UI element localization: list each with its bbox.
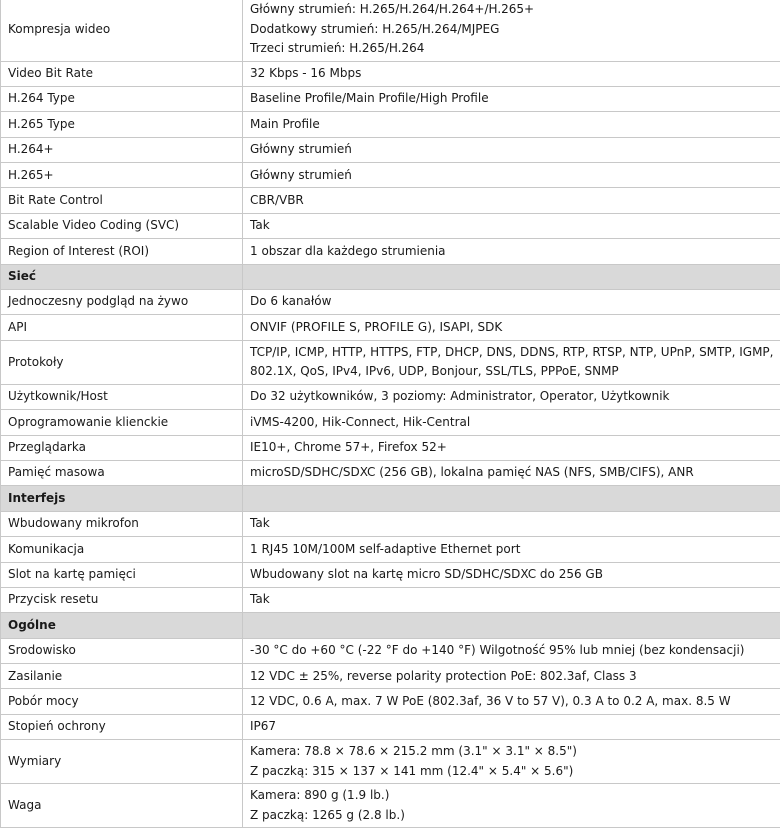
table-row (1, 239, 780, 264)
spec-value (243, 587, 780, 612)
spec-label: Kompresja wideo (1, 0, 243, 61)
spec-value-line: 12 VDC, 0.6 A, max. 7 W PoE (802.3af, 36 V to 57 V), 0.3 A to 0.2 A, max. 8.5 W (250, 693, 731, 708)
spec-label: H.264+ (1, 137, 243, 162)
spec-label: Stopień ochrony (1, 714, 243, 739)
spec-label: Bit Rate Control (1, 188, 243, 213)
table-row (1, 740, 780, 784)
table-row (1, 689, 780, 714)
table-row (1, 163, 780, 188)
table-row (1, 638, 780, 663)
spec-value-line: Główny strumień: H.265/H.264/H.264+/H.265+ (250, 2, 535, 16)
table-row (1, 587, 780, 612)
spec-label: Slot na kartę pamięci (1, 562, 243, 587)
spec-value-line: ONVIF (PROFILE S, PROFILE G), ISAPI, SDK (250, 319, 503, 334)
spec-value (243, 188, 780, 213)
table-row (1, 137, 780, 162)
spec-label: Pamięć masowa (1, 460, 243, 485)
spec-value (243, 714, 780, 739)
spec-value-line: -30 °C do +60 °C (-22 °F do +140 °F) Wilgotność 95% lub mniej (bez kondensacji) (250, 643, 745, 658)
spec-label: Oprogramowanie klienckie (1, 410, 243, 435)
spec-value (243, 112, 780, 137)
spec-value-line: Baseline Profile/Main Profile/High Profile (250, 91, 489, 106)
section-header-filler (243, 613, 780, 638)
spec-label: API (1, 315, 243, 340)
spec-value-line: 802.1X, QoS, IPv4, IPv6, UDP, Bonjour, SSL/TLS, PPPoE, SNMP (250, 364, 619, 379)
spec-value (243, 435, 780, 460)
spec-label: Region of Interest (ROI) (1, 239, 243, 264)
spec-value-line: 32 Kbps - 16 Mbps (250, 65, 362, 80)
table-row (1, 61, 780, 86)
spec-value (243, 410, 780, 435)
table-row (1, 188, 780, 213)
table-row (1, 537, 780, 562)
section-header-row (1, 264, 780, 289)
spec-value (243, 460, 780, 485)
section-title: Ogólne (1, 613, 243, 638)
spec-value (243, 689, 780, 714)
spec-label: Wbudowany mikrofon (1, 511, 243, 536)
spec-value-line: 1 obszar dla każdego strumienia (250, 243, 446, 258)
section-header-filler (243, 264, 780, 289)
spec-label: Zasilanie (1, 664, 243, 689)
spec-value (243, 340, 780, 384)
spec-value (243, 384, 780, 409)
spec-value-line: iVMS-4200, Hik-Connect, Hik-Central (250, 414, 471, 429)
section-header-row (1, 613, 780, 638)
spec-value (243, 537, 780, 562)
spec-label: H.264 Type (1, 86, 243, 111)
table-row (1, 784, 780, 828)
spec-label: Przycisk resetu (1, 587, 243, 612)
spec-label: Pobór mocy (1, 689, 243, 714)
spec-value-line: Główny strumień (250, 167, 352, 182)
spec-value (243, 511, 780, 536)
spec-value-line: TCP/IP, ICMP, HTTP, HTTPS, FTP, DHCP, DNS, DDNS, RTP, RTSP, NTP, UPnP, SMTP, IGMP, (250, 344, 774, 359)
spec-value (243, 315, 780, 340)
spec-label: Srodowisko (1, 638, 243, 663)
spec-value-line: Wbudowany slot na kartę micro SD/SDHC/SDXC do 256 GB (250, 566, 603, 581)
spec-value (243, 239, 780, 264)
spec-value (243, 137, 780, 162)
spec-value (243, 638, 780, 663)
spec-label: Przeglądarka (1, 435, 243, 460)
spec-value-line: Z paczką: 1265 g (2.8 lb.) (250, 807, 405, 822)
spec-value-line: Kamera: 890 g (1.9 lb.) (250, 788, 390, 803)
spec-label: Protokoły (1, 340, 243, 384)
spec-label: Video Bit Rate (1, 61, 243, 86)
spec-label: Wymiary (1, 740, 243, 784)
spec-value-line: CBR/VBR (250, 192, 304, 207)
spec-value-line: Main Profile (250, 116, 320, 131)
spec-value (243, 562, 780, 587)
spec-value (243, 664, 780, 689)
table-row (1, 0, 780, 61)
spec-value-line: Do 6 kanałów (250, 294, 332, 309)
table-row (1, 315, 780, 340)
spec-value-line: IE10+, Chrome 57+, Firefox 52+ (250, 440, 447, 455)
spec-value (243, 61, 780, 86)
spec-value-line: Główny strumień (250, 142, 352, 157)
table-row (1, 714, 780, 739)
section-header-filler (243, 486, 780, 511)
spec-value (243, 290, 780, 315)
spec-label: Jednoczesny podgląd na żywo (1, 290, 243, 315)
spec-value (243, 784, 780, 828)
section-title: Interfejs (1, 486, 243, 511)
table-row (1, 290, 780, 315)
table-row (1, 384, 780, 409)
spec-value (243, 86, 780, 111)
spec-label: Waga (1, 784, 243, 828)
spec-value-line: 1 RJ45 10M/100M self-adaptive Ethernet port (250, 541, 521, 556)
table-row (1, 410, 780, 435)
spec-label: Komunikacja (1, 537, 243, 562)
spec-value-line: Dodatkowy strumień: H.265/H.264/MJPEG (250, 21, 500, 36)
spec-value-line: Trzeci strumień: H.265/H.264 (250, 41, 425, 55)
spec-label: Użytkownik/Host (1, 384, 243, 409)
spec-value-line: IP67 (250, 719, 277, 734)
table-row (1, 213, 780, 238)
table-row (1, 340, 780, 384)
table-row (1, 562, 780, 587)
spec-value (243, 0, 780, 61)
table-row (1, 460, 780, 485)
spec-value-line: Tak (250, 218, 270, 233)
table-row (1, 112, 780, 137)
spec-value-line: Kamera: 78.8 × 78.6 × 215.2 mm (3.1" × 3.1" × 8.5") (250, 744, 577, 759)
table-row (1, 86, 780, 111)
spec-label: H.265 Type (1, 112, 243, 137)
spec-value (243, 213, 780, 238)
section-header-row (1, 486, 780, 511)
spec-value-line: 12 VDC ± 25%, reverse polarity protection PoE: 802.3af, Class 3 (250, 668, 637, 683)
spec-value (243, 163, 780, 188)
section-title: Sieć (1, 264, 243, 289)
table-row (1, 435, 780, 460)
specification-table-body (1, 0, 780, 828)
spec-value-line: microSD/SDHC/SDXC (256 GB), lokalna pamięć NAS (NFS, SMB/CIFS), ANR (250, 465, 694, 480)
spec-label: H.265+ (1, 163, 243, 188)
table-row (1, 511, 780, 536)
spec-value-line: Tak (250, 592, 270, 607)
spec-value-line: Z paczką: 315 × 137 × 141 mm (12.4" × 5.4" × 5.6") (250, 763, 574, 778)
table-row (1, 664, 780, 689)
spec-value (243, 740, 780, 784)
spec-label: Scalable Video Coding (SVC) (1, 213, 243, 238)
spec-value-line: Tak (250, 516, 270, 531)
spec-value-line: Do 32 użytkowników, 3 poziomy: Administrator, Operator, Użytkownik (250, 389, 670, 404)
